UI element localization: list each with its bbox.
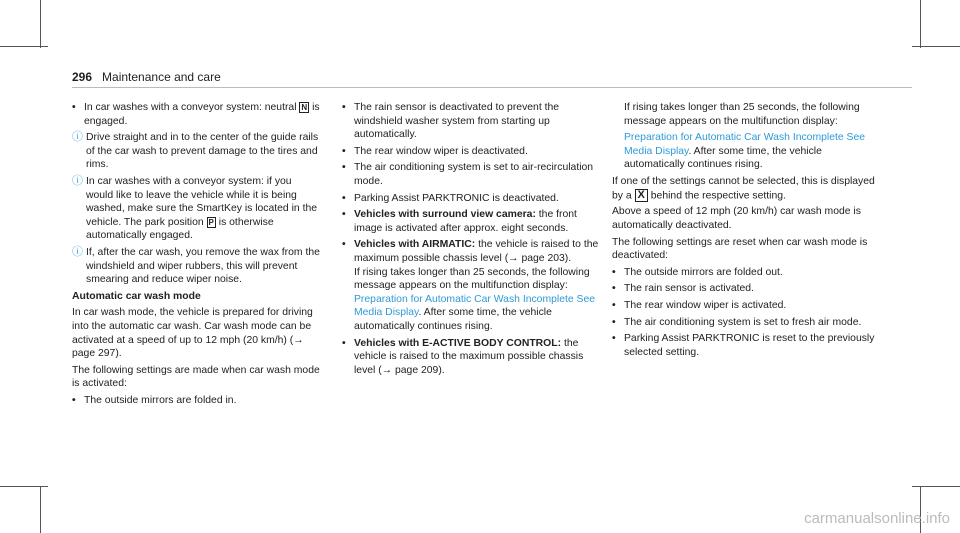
crop-mark xyxy=(920,0,921,48)
page-number: 296 xyxy=(72,70,93,84)
section-heading: Automatic car wash mode xyxy=(72,290,201,302)
list-item: • The rear window wiper is deactivated. xyxy=(342,145,528,157)
list-item: • The outside mirrors are folded out. xyxy=(612,266,783,278)
section-title: Maintenance and care xyxy=(102,70,221,84)
crop-mark xyxy=(912,486,960,487)
info-icon: ⓘ xyxy=(72,245,83,258)
list-item: • Vehicles with E-ACTIVE BODY CONTROL: the vehicle is raised to the maximum possible chassis level (→ page 209). xyxy=(342,337,584,376)
list-item: • In car washes with a conveyor system: neutral N is engaged. xyxy=(72,102,320,127)
tip: ⓘ If, after the car wash, you remove the wax from the windshield and wiper rubbers, this will prevent smearing and reduce wiper noise. xyxy=(72,245,320,286)
paragraph: If one of the settings cannot be selected, this is displayed by a X behind the respective setting. xyxy=(612,175,875,201)
header-rule xyxy=(72,87,912,88)
list-item: • Parking Assist PARKTRONIC is deactivated. xyxy=(342,192,559,204)
crop-mark xyxy=(912,46,960,47)
list-item: • The rear window wiper is activated. xyxy=(612,299,787,311)
list-item: • The outside mirrors are folded in. xyxy=(72,394,237,406)
info-icon: ⓘ xyxy=(72,174,83,187)
crop-mark xyxy=(40,486,41,533)
list-item: • The rain sensor is deactivated to prevent the windshield washer system from starting up automatically. xyxy=(342,102,560,141)
page-header xyxy=(72,70,221,84)
crop-mark xyxy=(0,486,48,487)
list-item: • Vehicles with surround view camera: the front image is activated after approx. eight seconds. xyxy=(342,209,577,234)
list-item: • Vehicles with AIRMATIC: the vehicle is raised to the maximum possible chassis level (→ page 203). If rising takes longer than 25 seconds, the following message appears on the multifunction display: Preparation for Automatic Car Wash Incomplete See Media Display. After some time, the vehicle automatically continues rising. xyxy=(342,239,599,332)
list-item: • The rain sensor is activated. xyxy=(612,283,754,295)
display-message: Preparation for Automatic Car Wash Incomplete See Media Display xyxy=(354,293,596,319)
paragraph: The following settings are made when car wash mode is activated: xyxy=(72,364,320,390)
paragraph: If rising takes longer than 25 seconds, the following message appears on the multifunction display: Preparation for Automatic Car Wash Incomplete See Media Display. After some time, the vehicle automatically continues rising. xyxy=(624,102,866,171)
crop-mark xyxy=(0,46,48,47)
column-3 xyxy=(612,101,882,362)
paragraph: The following settings are reset when car wash mode is deactivated: xyxy=(612,236,868,262)
watermark: carmanualsonline.info xyxy=(804,510,950,527)
column-1 xyxy=(72,101,320,410)
tip: ⓘ Drive straight and in to the center of the guide rails of the car wash to prevent damage to the tires and rims. xyxy=(72,131,319,171)
list-item: • The air conditioning system is set to fresh air mode. xyxy=(612,316,862,328)
paragraph: In car wash mode, the vehicle is prepared for driving into the automatic car wash. Car wash mode can be activated at a speed of up to 12 mph (20 km/h) (→ page 297). xyxy=(72,307,313,360)
info-icon: ⓘ xyxy=(72,131,83,144)
tip: ⓘ In car washes with a conveyor system: if you would like to leave the vehicle while it is being washed, make sure the SmartKey is located in the vehicle. The park position P is otherwise automatically engaged. xyxy=(72,174,318,242)
crop-mark xyxy=(40,0,41,48)
list-item: • The air conditioning system is set to air-recirculation mode. xyxy=(342,162,594,187)
neutral-key-icon: N xyxy=(301,102,308,112)
cross-icon: X xyxy=(635,189,648,202)
park-key-icon: P xyxy=(208,217,214,227)
list-item: • Parking Assist PARKTRONIC is reset to the previously selected setting. xyxy=(612,333,875,358)
paragraph: Above a speed of 12 mph (20 km/h) car wash mode is automatically deactivated. xyxy=(612,206,861,231)
column-2 xyxy=(342,101,604,380)
display-message: Preparation for Automatic Car Wash Incomplete See Media Display xyxy=(624,132,866,157)
